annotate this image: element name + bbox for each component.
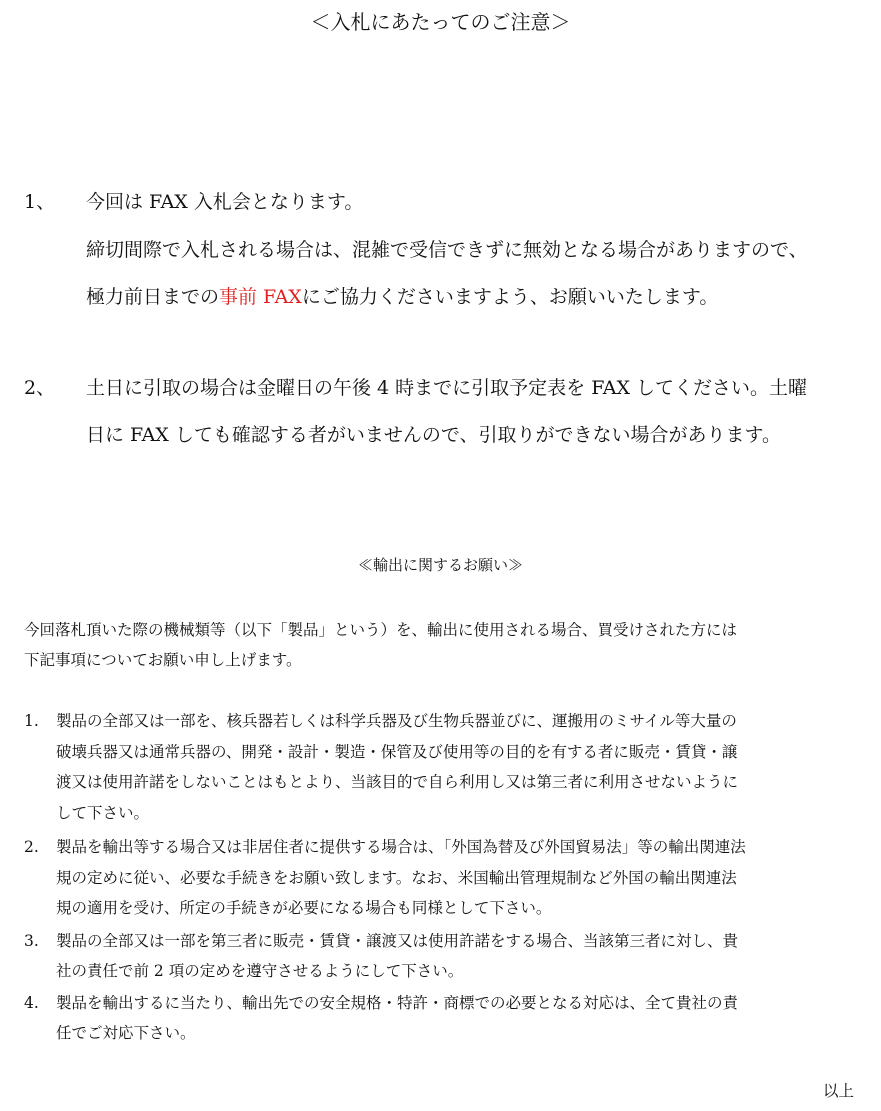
item-line: して下さい。 — [56, 804, 150, 822]
notice-text: 極力前日までの — [86, 286, 220, 308]
item-line: 社の責任で前 2 項の定めを遵守させるようにして下さい。 — [56, 962, 464, 980]
notice-number: 2、 — [24, 377, 56, 399]
item-line: 任でご対応下さい。 — [56, 1024, 196, 1042]
item-line: 製品の全部又は一部を第三者に販売・賃貸・譲渡又は使用許諾をする場合、当該第三者に対し、貴 — [56, 932, 739, 950]
item-line: 製品の全部又は一部を、核兵器若しくは科学兵器及び生物兵器並びに、運搬用のミサイル等大量の — [56, 712, 737, 730]
notice-line: 今回は FAX 入札会となります。 — [86, 191, 364, 213]
item-line: 製品を輸出等する場合又は非居住者に提供する場合は、「外国為替及び外国貿易法」等の輸出関連法 — [56, 838, 746, 856]
notice-line: 日に FAX しても確認する者がいませんので、引取りができない場合があります。 — [86, 424, 781, 446]
export-intro-line: 今回落札頂いた際の機械類等（以下「製品」という）を、輸出に使用される場合、買受けされた方には — [24, 621, 738, 639]
closing-mark: 以上 — [822, 1082, 854, 1100]
advance-fax-highlight: 事前 FAX — [219, 286, 302, 308]
notice-line: 土日に引取の場合は金曜日の午後 4 時までに引取予定表を FAX してください。土曜 — [86, 377, 808, 399]
export-intro-line: 下記事項についてお願い申し上げます。 — [24, 651, 302, 669]
page-title: ＜入札にあたってのご注意＞ — [310, 10, 571, 34]
item-line: 規の定めに従い、必要な手続きをお願い致します。なお、米国輸出管理規制など外国の輸出関連法 — [56, 869, 737, 887]
notice-line — [86, 283, 718, 311]
item-line: 破壊兵器又は通常兵器の、開発・設計・製造・保管及び使用等の目的を有する者に販売・賃貸・譲 — [56, 743, 738, 761]
notice-number: 1、 — [24, 191, 56, 213]
notice-line: 締切間際で入札される場合は、混雑で受信できずに無効となる場合がありますので、 — [86, 239, 808, 261]
notice-text: にご協力くださいますよう、お願いいたします。 — [301, 286, 719, 308]
item-number: 1. — [24, 712, 39, 730]
item-number: 3. — [24, 932, 39, 950]
item-number: 2. — [24, 838, 39, 856]
item-line: 渡又は使用許諾をしないことはもとより、当該目的で自ら利用し又は第三者に利用させないように — [56, 773, 739, 791]
export-heading: ≪輸出に関するお願い≫ — [357, 556, 523, 574]
item-number: 4. — [24, 994, 39, 1012]
item-line: 製品を輸出するに当たり、輸出先での安全規格・特許・商標での必要となる対応は、全て貴社の責 — [56, 994, 739, 1012]
item-line: 規の適用を受け、所定の手続きが必要になる場合も同様として下さい。 — [56, 899, 552, 917]
